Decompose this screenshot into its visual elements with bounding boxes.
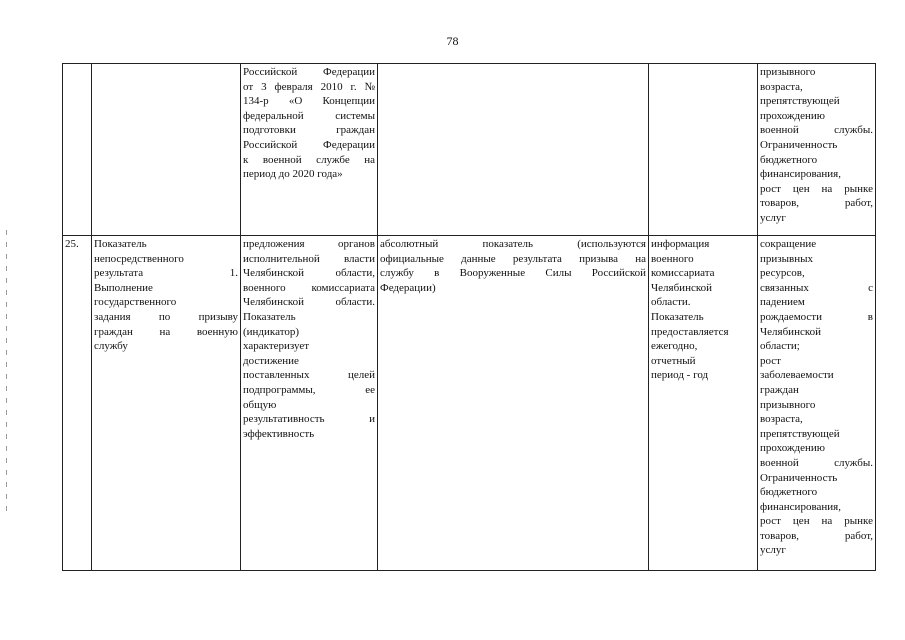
cell-line: граждан на военную — [94, 325, 238, 338]
cell-line: падением — [760, 296, 805, 309]
cell-line: услуг — [760, 211, 786, 224]
cell-line: возраста, — [760, 80, 803, 93]
cell-line: 134-р «О Концепции — [243, 95, 375, 108]
cell-line: рост — [760, 354, 781, 367]
cell-line: достижение — [243, 354, 299, 367]
cell-line: Ограниченность — [760, 138, 838, 151]
table-row — [63, 64, 876, 236]
cell-line: граждан — [760, 383, 799, 396]
cell-line: финансирования, — [760, 500, 841, 513]
cell-line: комиссариата — [651, 267, 715, 280]
cell-line: препятствующей — [760, 95, 840, 108]
cell-line: связанных с — [760, 281, 873, 294]
cell-line: бюджетного — [760, 486, 818, 499]
cell-line: товаров, работ, — [760, 197, 873, 210]
cell-line: рождаемости в — [760, 310, 873, 323]
cell-line: от 3 февраля 2010 г. № — [243, 80, 375, 93]
cell-line: подготовки граждан — [243, 124, 375, 137]
cell-line: призывного — [760, 66, 816, 78]
cell-line: предоставляется — [651, 325, 729, 338]
row-number-cell: 25. — [63, 236, 92, 571]
method-cell — [378, 64, 649, 236]
cell-line: прохождению — [760, 109, 825, 122]
page-number: 78 — [446, 34, 459, 48]
cell-line: Российской Федерации — [243, 66, 375, 78]
cell-line: бюджетного — [760, 153, 818, 166]
cell-line: Челябинской — [760, 325, 822, 338]
cell-line: информация — [651, 238, 710, 250]
cell-line: службу в Вооруженные Силы Российской — [380, 267, 646, 280]
basis-cell — [241, 236, 378, 571]
source-cell — [649, 236, 758, 571]
indicators-table — [62, 63, 876, 571]
cell-line: Федерации) — [380, 281, 436, 294]
cell-line: результативность и — [243, 413, 375, 426]
basis-cell — [241, 64, 378, 236]
cell-line: сокращение — [760, 238, 817, 250]
cell-line: Показатель — [243, 310, 296, 323]
cell-line: Челябинской — [651, 281, 713, 294]
cell-line: призывных — [760, 252, 813, 265]
cell-line: Выполнение — [94, 281, 153, 294]
cell-line: общую — [243, 398, 277, 411]
cell-line: федеральной системы — [243, 109, 375, 122]
cell-line: препятствующей — [760, 427, 840, 440]
cell-line: возраста, — [760, 413, 803, 426]
cell-line: военного комиссариата — [243, 281, 375, 294]
cell-line: государственного — [94, 296, 177, 309]
row-number-cell — [63, 64, 92, 236]
cell-line: подпрограммы, ее — [243, 383, 375, 396]
cell-line: Показатель — [94, 238, 147, 250]
cell-line: Челябинской области. — [243, 296, 375, 309]
cell-line: официальные данные результата призыва на — [380, 252, 646, 265]
cell-line: товаров, работ, — [760, 529, 873, 542]
factors-cell — [758, 64, 876, 236]
cell-line: прохождению — [760, 442, 825, 455]
indicator-name-cell — [92, 236, 241, 571]
cell-line: призывного — [760, 398, 816, 411]
cell-line: службу — [94, 340, 128, 353]
cell-line: рост цен на рынке — [760, 182, 873, 195]
cell-line: ресурсов, — [760, 267, 805, 280]
table-row — [63, 236, 876, 571]
cell-line: к военной службе на — [243, 153, 375, 166]
cell-line: эффективность — [243, 427, 315, 440]
factors-cell — [758, 236, 876, 571]
cell-line: ежегодно, — [651, 340, 698, 353]
cell-line: Челябинской области, — [243, 267, 375, 280]
cell-line: военной службы. — [760, 124, 873, 137]
cell-line: характеризует — [243, 340, 310, 353]
cell-line: заболеваемости — [760, 369, 834, 382]
cell-line: предложения органов — [243, 238, 375, 250]
cell-line: области; — [760, 340, 800, 353]
cell-line: исполнительной власти — [243, 252, 375, 265]
cell-line: задания по призыву — [94, 310, 238, 323]
cell-line: результата 1. — [94, 267, 238, 280]
cell-line: Российской Федерации — [243, 138, 375, 151]
cell-line: Показатель — [651, 310, 704, 323]
cell-line: военной службы. — [760, 456, 873, 469]
cell-line: период до 2020 года» — [243, 168, 343, 181]
binding-marks — [6, 230, 8, 530]
method-cell — [378, 236, 649, 571]
cell-line: (индикатор) — [243, 325, 300, 338]
cell-line: рост цен на рынке — [760, 515, 873, 528]
cell-line: абсолютный показатель (используются — [380, 238, 646, 250]
indicator-name-cell — [92, 64, 241, 236]
cell-line: услуг — [760, 544, 786, 557]
cell-line: финансирования, — [760, 168, 841, 181]
cell-line: поставленных целей — [243, 369, 375, 382]
cell-line: Ограниченность — [760, 471, 838, 484]
cell-line: период - год — [651, 369, 709, 382]
cell-line: отчетный — [651, 354, 696, 367]
cell-line: военного — [651, 252, 694, 265]
source-cell — [649, 64, 758, 236]
cell-line: области. — [651, 296, 691, 309]
cell-line: непосредственного — [94, 252, 184, 265]
